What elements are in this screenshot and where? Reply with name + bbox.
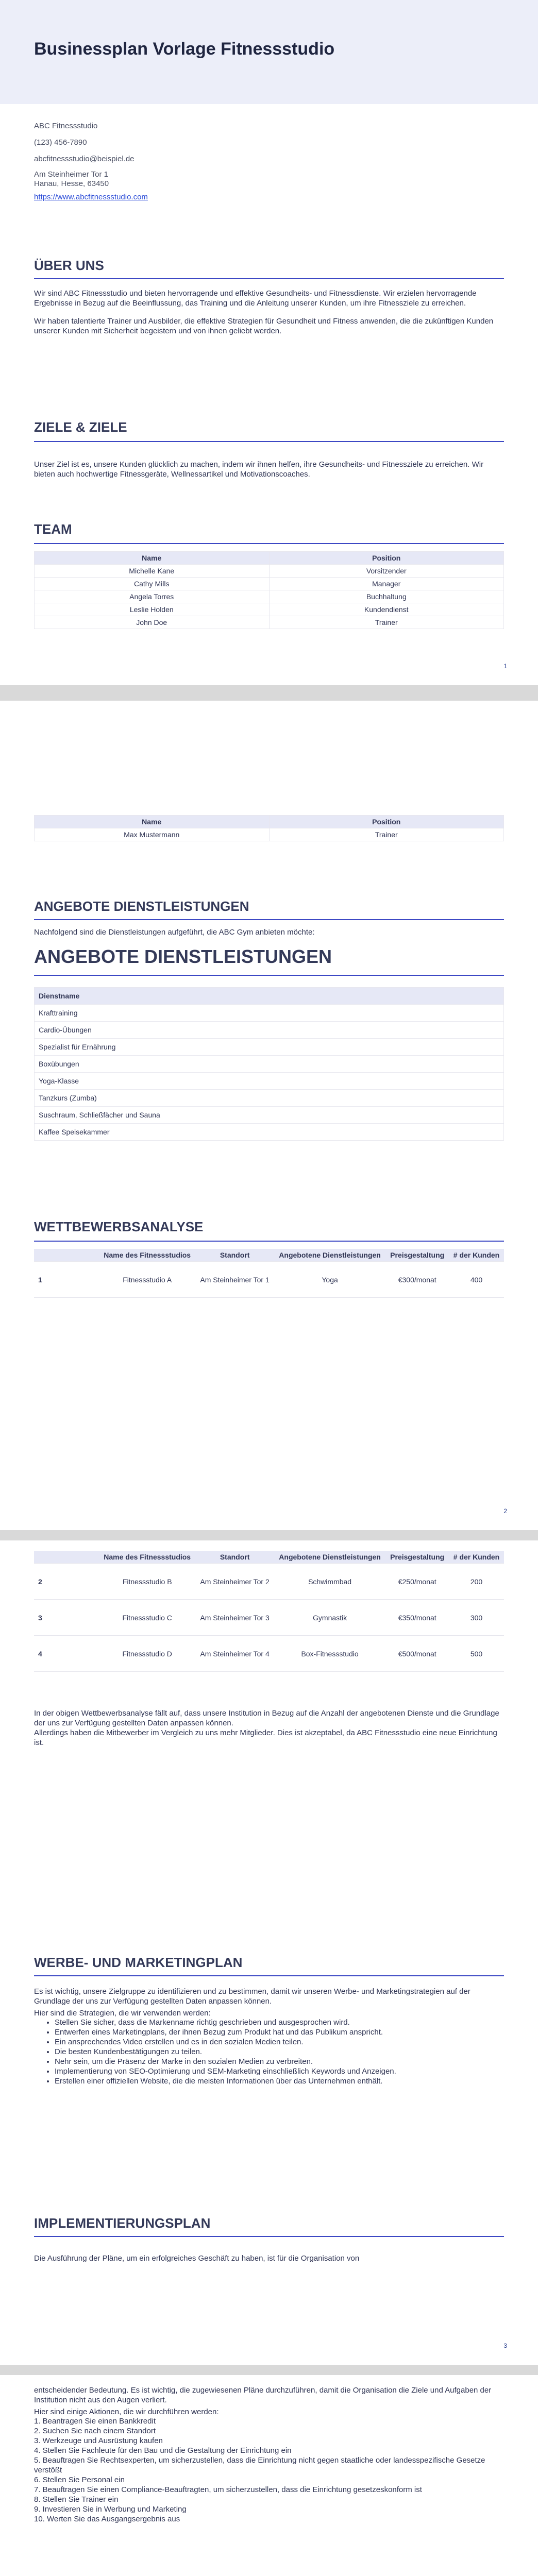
team-table: [34, 551, 504, 629]
team-member-position: Vorsitzender: [269, 565, 504, 578]
team-heading: TEAM: [34, 521, 72, 537]
comp-pricing: €350/monat: [385, 1600, 449, 1636]
service-item: Krafttraining: [35, 1005, 504, 1022]
table-row: [35, 1073, 504, 1090]
team-member-position: Trainer: [269, 828, 504, 841]
list-item: 7. Beauftragen Sie einen Compliance-Beauftragten, um sicherzustellen, dass die Einrichtung gesetzeskonform ist: [34, 2485, 422, 2494]
page-number: 2: [503, 1507, 507, 1515]
list-item: • Implementierung von SEO-Optimierung und SEM-Marketing einschließlich Keywords und Anzeigen.: [55, 2066, 504, 2076]
table-row: [35, 578, 504, 590]
divider: [34, 278, 504, 279]
contact-block: [34, 121, 148, 203]
comp-index: 3: [34, 1600, 99, 1636]
comp-services: Gymnastik: [274, 1600, 386, 1636]
table-row: [35, 1124, 504, 1141]
page-number: 3: [503, 2342, 507, 2349]
comp-location: Am Steinheimer Tor 2: [195, 1564, 274, 1600]
list-item: • Entwerfen eines Marketingplans, der ihnen Bezug zum Produkt hat und das Publikum anspricht.: [55, 2027, 504, 2037]
list-item: • Ein ansprechendes Video erstellen und es in den sozialen Medien teilen.: [55, 2037, 504, 2047]
comp-header-services: Angebotene Dienstleistungen: [274, 1551, 386, 1564]
competition-table-continued: [34, 1551, 504, 1672]
implementation-intro: Hier sind einige Aktionen, die wir durchführen werden:: [34, 2408, 219, 2416]
comp-header-pricing: Preisgestaltung: [385, 1249, 449, 1262]
list-item: 9. Investieren Sie in Werbung und Marketing: [34, 2505, 187, 2514]
comp-header-location: Standort: [195, 1249, 274, 1262]
company-name: ABC Fitnessstudio: [34, 122, 98, 130]
divider: [34, 2236, 504, 2237]
table-row: [34, 1636, 504, 1672]
services-heading: ANGEBOTE DIENSTLEISTUNGEN: [34, 899, 249, 914]
list-item: 10. Werten Sie das Ausgangsergebnis aus: [34, 2515, 180, 2523]
competition-table: [34, 1249, 504, 1298]
page-2: [0, 701, 538, 1530]
comp-header-index: [34, 1551, 99, 1564]
comp-name: Fitnessstudio C: [99, 1600, 195, 1636]
service-item: Tanzkurs (Zumba): [35, 1090, 504, 1107]
city-address: Hanau, Hesse, 63450: [34, 179, 109, 188]
implementation-heading: IMPLEMENTIERUNGSPLAN: [34, 2215, 211, 2231]
team-table-continued: [34, 815, 504, 841]
comp-services: Yoga: [274, 1262, 386, 1298]
document-title: Businessplan Vorlage Fitnessstudio: [34, 39, 335, 59]
comp-customers: 300: [449, 1600, 504, 1636]
email-address: abcfitnessstudio@beispiel.de: [34, 155, 134, 163]
team-member-name: Cathy Mills: [35, 578, 270, 590]
team-header-name: Name: [35, 552, 270, 565]
divider: [34, 441, 504, 442]
divider: [34, 1975, 504, 1976]
comp-header-location: Standort: [195, 1551, 274, 1564]
goals-paragraph: Unser Ziel ist es, unsere Kunden glücklich zu machen, indem wir ihnen helfen, ihre Gesundheits- und Fitnessziele zu erreichen. Wir bieten auch hochwertige Fitnessgeräte, Wellnessartikel und Motivationscoaches.: [34, 460, 484, 479]
phone-number: (123) 456-7890: [34, 138, 87, 147]
divider: [34, 919, 504, 920]
team-member-position: Trainer: [269, 616, 504, 629]
page-number: 1: [503, 663, 507, 670]
comp-index: 2: [34, 1564, 99, 1600]
table-row: [35, 1090, 504, 1107]
table-row: [34, 1262, 504, 1298]
comp-customers: 200: [449, 1564, 504, 1600]
marketing-list: [34, 2018, 504, 2086]
team-member-name: Max Mustermann: [35, 828, 270, 841]
about-paragraph-1: Wir sind ABC Fitnessstudio und bieten hervorragende und effektive Gesundheits- und Fitnessdienste. Wir erzielen hervorragende Ergebnisse in Bezug auf die Beeinflussung, das Training und die Anleitung unserer Kunden, um ihre Fitnessziele zu erreichen.: [34, 289, 477, 308]
comp-name: Fitnessstudio D: [99, 1636, 195, 1672]
competition-paragraph-1: In der obigen Wettbewerbsanalyse fällt auf, dass unsere Institution in Bezug auf die Anzahl der angebotenen Dienste und die Grundlage der uns zur Verfügung gestellten Daten anpassen können.: [34, 1709, 499, 1727]
about-heading: ÜBER UNS: [34, 258, 104, 273]
list-item: 1. Beantragen Sie einen Bankkredit: [34, 2417, 156, 2426]
table-row: [35, 616, 504, 629]
table-row: [34, 1564, 504, 1600]
marketing-intro: Hier sind die Strategien, die wir verwenden werden:: [34, 2009, 211, 2018]
list-item: 5. Beauftragen Sie Rechtsexperten, um sicherzustellen, dass die Einrichtung nicht gegen staatliche oder landesspezifische Gesetze verstößt: [34, 2456, 485, 2475]
list-item: • Nehr sein, um die Präsenz der Marke in den sozialen Medien zu verbreiten.: [55, 2057, 504, 2066]
competition-heading: WETTBEWERBSANALYSE: [34, 1219, 204, 1234]
divider: [34, 1241, 504, 1242]
website-link[interactable]: https://www.abcfitnessstudio.com: [34, 193, 148, 201]
services-table: [34, 987, 504, 1141]
table-row: [35, 828, 504, 841]
about-paragraph-2: Wir haben talentierte Trainer und Ausbilder, die effektive Strategien für Gesundheit und Fitness anwenden, die die zukünftigen Kunden unserer Kunden mit Sicherheit begeistern und von ihnen geliebt werden.: [34, 317, 494, 335]
list-item: • Die besten Kundenbestätigungen zu teilen.: [55, 2047, 504, 2057]
table-row: [35, 565, 504, 578]
table-row: [35, 1005, 504, 1022]
comp-name: Fitnessstudio B: [99, 1564, 195, 1600]
team-member-name: Angela Torres: [35, 590, 270, 603]
team-header-position: Position: [269, 552, 504, 565]
table-row: [35, 1107, 504, 1124]
table-row: [34, 1600, 504, 1636]
team-member-name: Michelle Kane: [35, 565, 270, 578]
page-1: [0, 0, 538, 685]
comp-location: Am Steinheimer Tor 4: [195, 1636, 274, 1672]
services-heading-large: ANGEBOTE DIENSTLEISTUNGEN: [34, 946, 332, 967]
list-item: • Erstellen einer offiziellen Website, die die meisten Informationen über das Unternehmen enthält.: [55, 2076, 504, 2086]
divider: [34, 543, 504, 544]
comp-location: Am Steinheimer Tor 1: [195, 1262, 274, 1298]
implementation-paragraph-continued: entscheidender Bedeutung. Es ist wichtig, die zugewiesenen Pläne durchzuführen, damit die Organisation die Ziele und Aufgaben der Institution nicht aus den Augen verliert.: [34, 2386, 492, 2404]
service-item: Suschraum, Schließfächer und Sauna: [35, 1107, 504, 1124]
team-header-position: Position: [269, 816, 504, 828]
implementation-paragraph-start: Die Ausführung der Pläne, um ein erfolgreiches Geschäft zu haben, ist für die Organisation von: [34, 2254, 360, 2263]
table-row: [35, 1022, 504, 1039]
table-row: [35, 590, 504, 603]
comp-header-index: [34, 1249, 99, 1262]
comp-services: Box-Fitnessstudio: [274, 1636, 386, 1672]
comp-pricing: €300/monat: [385, 1262, 449, 1298]
page-3: [0, 1540, 538, 2365]
comp-header-name: Name des Fitnessstudios: [99, 1551, 195, 1564]
service-item: Kaffee Speisekammer: [35, 1124, 504, 1141]
list-item: 4. Stellen Sie Fachleute für den Bau und die Gestaltung der Einrichtung ein: [34, 2446, 292, 2455]
divider: [34, 975, 504, 976]
implementation-list: [34, 2416, 504, 2524]
goals-heading: ZIELE & ZIELE: [34, 419, 127, 435]
table-row: [35, 603, 504, 616]
comp-header-pricing: Preisgestaltung: [385, 1551, 449, 1564]
comp-pricing: €500/monat: [385, 1636, 449, 1672]
comp-pricing: €250/monat: [385, 1564, 449, 1600]
list-item: 3. Werkzeuge und Ausrüstung kaufen: [34, 2436, 163, 2445]
marketing-paragraph: Es ist wichtig, unsere Zielgruppe zu identifizieren und zu bestimmen, damit wir unseren Werbe- und Marketingstrategien auf der Grundlage der uns zur Verfügung gestellten Daten anpassen können.: [34, 1987, 470, 2006]
list-item: • Stellen Sie sicher, dass die Markenname richtig geschrieben und ausgesprochen wird.: [55, 2018, 504, 2027]
team-header-name: Name: [35, 816, 270, 828]
services-intro: Nachfolgend sind die Dienstleistungen aufgeführt, die ABC Gym anbieten möchte:: [34, 928, 315, 937]
team-member-position: Manager: [269, 578, 504, 590]
comp-services: Schwimmbad: [274, 1564, 386, 1600]
comp-header-customers: # der Kunden: [449, 1249, 504, 1262]
service-item: Cardio-Übungen: [35, 1022, 504, 1039]
list-item: 6. Stellen Sie Personal ein: [34, 2476, 125, 2484]
competition-paragraph-2: Allerdings haben die Mitbewerber im Vergleich zu uns mehr Mitglieder. Dies ist akzeptabel, da ABC Fitnessstudio eine neue Einrichtung ist.: [34, 1728, 497, 1747]
service-item: Boxübungen: [35, 1056, 504, 1073]
street-address: Am Steinheimer Tor 1: [34, 170, 108, 179]
table-row: [35, 1039, 504, 1056]
page-4: [0, 2375, 538, 2576]
comp-index: 1: [34, 1262, 99, 1298]
comp-name: Fitnessstudio A: [99, 1262, 195, 1298]
table-row: [35, 1056, 504, 1073]
team-member-position: Kundendienst: [269, 603, 504, 616]
comp-index: 4: [34, 1636, 99, 1672]
list-item: 8. Stellen Sie Trainer ein: [34, 2495, 119, 2504]
service-item: Spezialist für Ernährung: [35, 1039, 504, 1056]
title-banner: [0, 0, 538, 104]
marketing-heading: WERBE- UND MARKETINGPLAN: [34, 1955, 243, 1970]
comp-header-services: Angebotene Dienstleistungen: [274, 1249, 386, 1262]
team-member-position: Buchhaltung: [269, 590, 504, 603]
comp-customers: 400: [449, 1262, 504, 1298]
team-member-name: Leslie Holden: [35, 603, 270, 616]
list-item: 2. Suchen Sie nach einem Standort: [34, 2427, 156, 2435]
comp-header-customers: # der Kunden: [449, 1551, 504, 1564]
service-item: Yoga-Klasse: [35, 1073, 504, 1090]
comp-header-name: Name des Fitnessstudios: [99, 1249, 195, 1262]
services-header: Dienstname: [35, 988, 504, 1005]
comp-location: Am Steinheimer Tor 3: [195, 1600, 274, 1636]
team-member-name: John Doe: [35, 616, 270, 629]
comp-customers: 500: [449, 1636, 504, 1672]
